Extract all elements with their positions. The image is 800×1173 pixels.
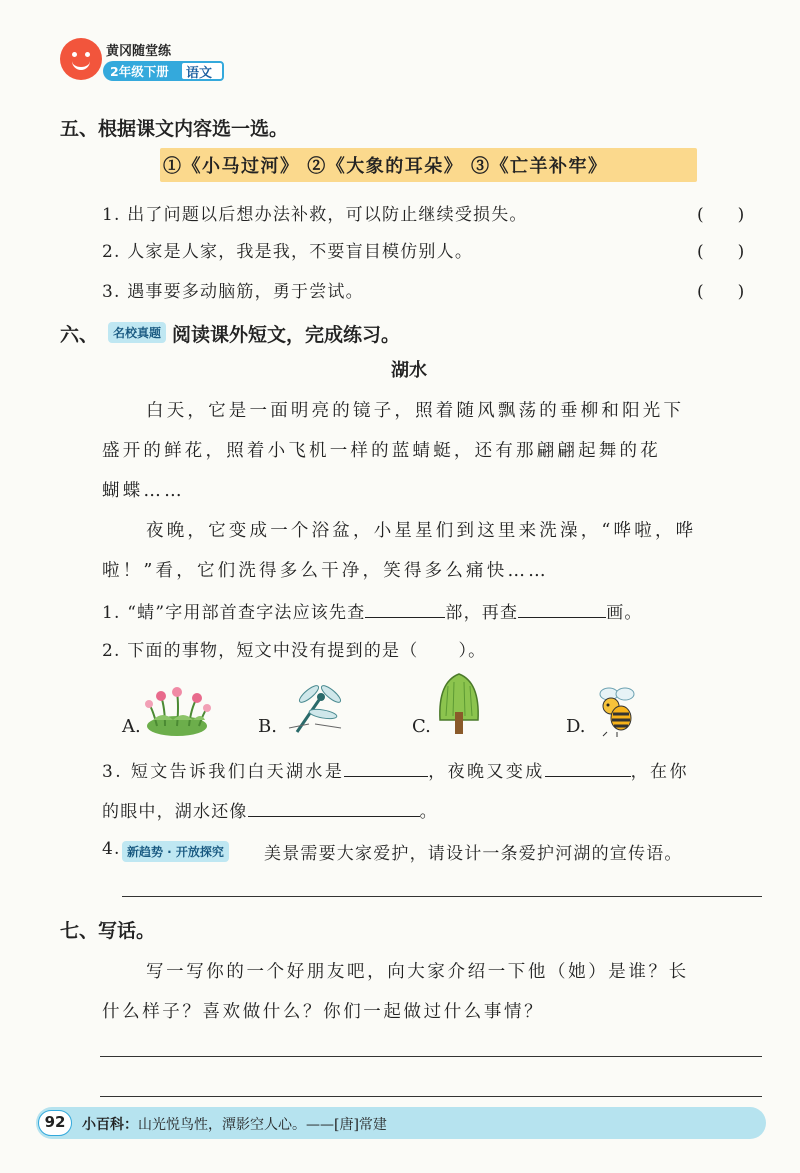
q2 xyxy=(102,636,486,661)
section5-heading: 五、根据课文内容选一选。 xyxy=(60,118,289,140)
q1-blank-strokes[interactable] xyxy=(518,599,606,618)
q3-blank-eyes[interactable] xyxy=(248,798,420,817)
q3-text-c: ，在你 xyxy=(630,762,689,782)
q1-text-a: 1. “蜻”字用部首查字法应该先查 xyxy=(102,603,366,623)
tag-famous-school: 名校真题 xyxy=(108,322,166,343)
para1-line1: 白天，它是一面明亮的镜子，照着随风飘荡的垂柳和阳光下 xyxy=(146,401,685,421)
footer-quote-text: 山光悦鸟性，潭影空人心。——[唐]常建 xyxy=(138,1117,387,1133)
para1-line2: 盛开的鲜花，照着小飞机一样的蓝蜻蜓，还有那翩翩起舞的花 xyxy=(102,441,661,461)
bee-icon xyxy=(597,686,637,738)
q1-text-c: 画。 xyxy=(606,603,643,623)
q1 xyxy=(102,598,643,623)
logo-eye xyxy=(72,52,77,57)
willow-tree-icon xyxy=(436,672,482,736)
s5-answer-1[interactable]: ( ) xyxy=(697,205,745,225)
subject-label: 语文 xyxy=(186,66,213,81)
s5-item-2: 2. 人家是人家，我是我，不要盲目模仿别人。 xyxy=(102,242,474,262)
q3-text-a: 3. 短文告诉我们白天湖水是 xyxy=(102,762,345,782)
s5-item-3: 3. 遇事要多动脑筋，勇于尝试。 xyxy=(102,282,364,302)
section7-heading: 七、写话。 xyxy=(60,920,156,942)
logo-mouth xyxy=(72,58,90,70)
q3-text-e: 。 xyxy=(419,802,438,822)
para1-line3: 蝴蝶…… xyxy=(102,481,185,501)
page-number: 92 xyxy=(38,1110,72,1136)
s5-answer-2[interactable]: ( ) xyxy=(697,242,745,262)
flowers-icon xyxy=(143,680,211,738)
para2-line1: 夜晚，它变成一个浴盆，小星星们到这里来洗澡，“哗啦，哗 xyxy=(146,521,697,541)
option-c-label: C. xyxy=(412,716,431,737)
q4-number: 4. xyxy=(102,839,121,859)
brand-title: 黄冈随堂练 xyxy=(106,44,172,59)
q4-answer-line[interactable] xyxy=(122,896,762,897)
options-list: ①《小马过河》 ②《大象的耳朵》 ③《亡羊补牢》 xyxy=(163,156,608,177)
footer-label: 小百科： xyxy=(82,1117,138,1133)
grade-label: 2年级下册 xyxy=(110,64,169,79)
q2-text-a: 2. 下面的事物，短文中没有提到的是（ xyxy=(102,641,419,661)
section6-heading: 阅读课外短文，完成练习。 xyxy=(172,324,401,346)
q3-blank-day[interactable] xyxy=(344,758,428,777)
q1-text-b: 部，再查 xyxy=(445,603,519,623)
para2-line2: 啦！”看，它们洗得多么干净，笑得多么痛快…… xyxy=(102,561,549,581)
s7-line2: 什么样子？喜欢做什么？你们一起做过什么事情？ xyxy=(102,1002,545,1022)
option-b-label: B. xyxy=(258,716,277,737)
q2-text-b: ）。 xyxy=(458,641,487,661)
passage-title: 湖水 xyxy=(391,360,427,381)
writing-line-2[interactable] xyxy=(100,1096,762,1097)
section6-prefix: 六、 xyxy=(60,324,99,346)
footer-quote xyxy=(82,1114,387,1134)
s5-item-1: 1. 出了问题以后想办法补救，可以防止继续受损失。 xyxy=(102,205,528,225)
dragonfly-icon xyxy=(285,684,345,736)
q3-text-b: ，夜晚又变成 xyxy=(428,762,545,782)
q4-text: 美景需要大家爱护，请设计一条爱护河湖的宣传语。 xyxy=(264,844,683,864)
option-d-label: D. xyxy=(566,716,586,737)
q3-line2 xyxy=(102,797,438,822)
q3-line1 xyxy=(102,757,689,782)
q3-text-d: 的眼中，湖水还像 xyxy=(102,802,248,822)
option-a-label: A. xyxy=(122,716,141,737)
s5-answer-3[interactable]: ( ) xyxy=(697,282,745,302)
s7-line1: 写一写你的一个好朋友吧，向大家介绍一下他（她）是谁？长 xyxy=(146,962,689,982)
q1-blank-radical[interactable] xyxy=(365,599,445,618)
writing-line-1[interactable] xyxy=(100,1056,762,1057)
logo-eye xyxy=(85,52,90,57)
logo-smiley-icon xyxy=(60,38,102,80)
q3-blank-night[interactable] xyxy=(545,758,631,777)
tag-new-trend: 新趋势 · 开放探究 xyxy=(122,841,229,862)
